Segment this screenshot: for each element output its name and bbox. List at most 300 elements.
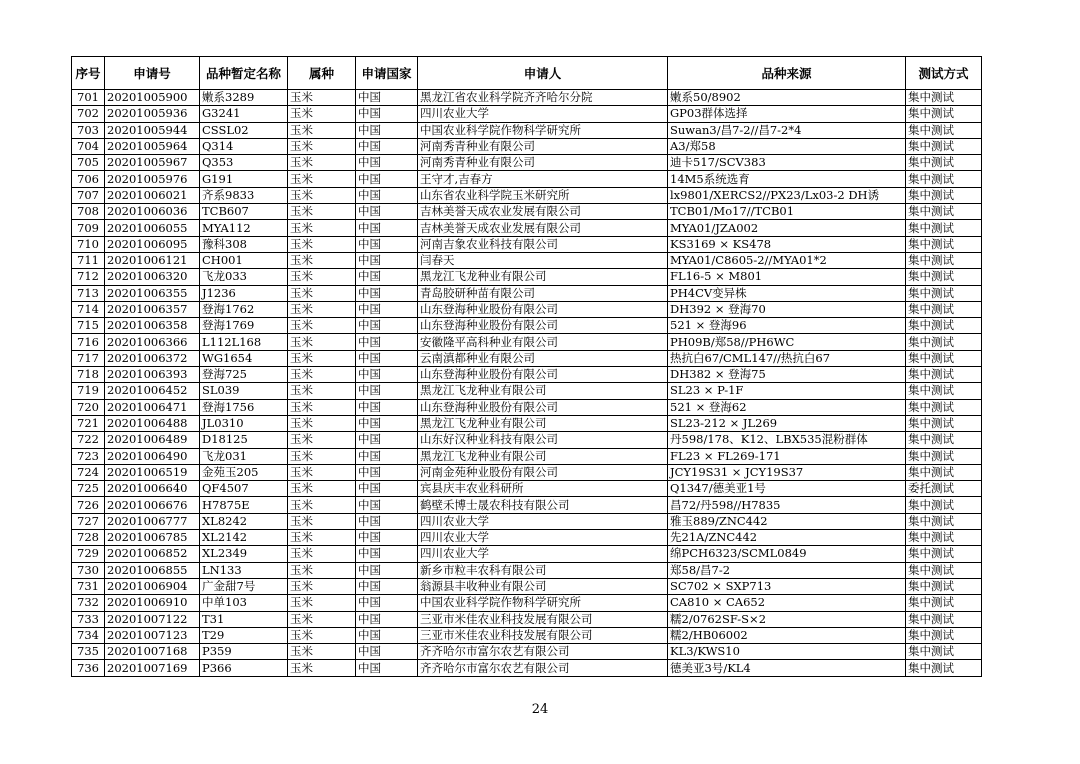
cell-applicant: 鹤壁禾博士晟农科技有限公司 [418,497,668,513]
cell-seq: 717 [72,350,105,366]
cell-test-method: 集中测试 [906,285,982,301]
cell-variety-name: 飞龙031 [200,448,288,464]
cell-applicant: 黑龙江飞龙种业有限公司 [418,415,668,431]
table-row [72,285,982,301]
cell-genus: 玉米 [288,448,356,464]
cell-country: 中国 [356,350,418,366]
cell-genus: 玉米 [288,269,356,285]
cell-test-method: 集中测试 [906,252,982,268]
cell-genus: 玉米 [288,318,356,334]
cell-seq: 702 [72,106,105,122]
cell-country: 中国 [356,220,418,236]
cell-applicant: 河南吉象农业科技有限公司 [418,236,668,252]
cell-variety-source: 郑58/昌7-2 [668,562,906,578]
cell-variety-source: FL23 × FL269-171 [668,448,906,464]
cell-application-no: 20201006036 [105,204,200,220]
cell-seq: 709 [72,220,105,236]
cell-seq: 736 [72,660,105,676]
cell-variety-name: LN133 [200,562,288,578]
header-variety-source: 品种来源 [668,57,906,90]
cell-applicant: 山东好汉种业科技有限公司 [418,432,668,448]
cell-application-no: 20201007169 [105,660,200,676]
table-row [72,171,982,187]
cell-seq: 735 [72,644,105,660]
table-row [72,90,982,106]
cell-variety-source: 迪卡517/SCV383 [668,155,906,171]
cell-genus: 玉米 [288,350,356,366]
cell-variety-source: 14M5系统选育 [668,171,906,187]
cell-variety-source: 丹598/178、K12、LBX535混粉群体 [668,432,906,448]
cell-variety-source: 521 × 登海62 [668,399,906,415]
cell-variety-source: 嫩系50/8902 [668,90,906,106]
cell-variety-name: XL2349 [200,546,288,562]
cell-genus: 玉米 [288,513,356,529]
cell-country: 中国 [356,660,418,676]
cell-variety-name: J1236 [200,285,288,301]
cell-variety-source: JCY19S31 × JCY19S37 [668,464,906,480]
cell-variety-name: P359 [200,644,288,660]
cell-variety-source: 绵PCH6323/SCML0849 [668,546,906,562]
cell-seq: 716 [72,334,105,350]
cell-variety-name: 嫩系3289 [200,90,288,106]
table-row [72,220,982,236]
cell-variety-name: TCB607 [200,204,288,220]
cell-variety-name: 广金甜7号 [200,578,288,594]
table-row [72,367,982,383]
cell-application-no: 20201005976 [105,171,200,187]
cell-seq: 728 [72,530,105,546]
cell-applicant: 河南秀青种业有限公司 [418,155,668,171]
table-row [72,252,982,268]
cell-test-method: 集中测试 [906,236,982,252]
cell-variety-name: H7875E [200,497,288,513]
cell-test-method: 集中测试 [906,611,982,627]
cell-application-no: 20201006095 [105,236,200,252]
cell-genus: 玉米 [288,562,356,578]
cell-applicant: 中国农业科学院作物科学研究所 [418,595,668,611]
cell-country: 中国 [356,252,418,268]
cell-country: 中国 [356,530,418,546]
cell-test-method: 集中测试 [906,318,982,334]
cell-variety-source: 521 × 登海96 [668,318,906,334]
cell-application-no: 20201006358 [105,318,200,334]
cell-country: 中国 [356,627,418,643]
table-row [72,187,982,203]
cell-application-no: 20201006357 [105,301,200,317]
cell-application-no: 20201006320 [105,269,200,285]
cell-seq: 727 [72,513,105,529]
cell-variety-name: MYA112 [200,220,288,236]
table-row [72,448,982,464]
cell-seq: 731 [72,578,105,594]
table-row [72,464,982,480]
table-row [72,497,982,513]
table-row [72,627,982,643]
cell-application-no: 20201006355 [105,285,200,301]
cell-variety-source: 糯2/0762SF-S×2 [668,611,906,627]
variety-table [71,56,982,677]
table-row [72,644,982,660]
cell-variety-source: GP03群体选择 [668,106,906,122]
cell-applicant: 山东登海种业股份有限公司 [418,318,668,334]
cell-variety-name: Q314 [200,138,288,154]
cell-seq: 710 [72,236,105,252]
cell-country: 中国 [356,611,418,627]
header-variety-name: 品种暂定名称 [200,57,288,90]
cell-variety-name: 中单103 [200,595,288,611]
cell-variety-name: 金苑玉205 [200,464,288,480]
cell-test-method: 集中测试 [906,627,982,643]
cell-application-no: 20201006452 [105,383,200,399]
cell-seq: 701 [72,90,105,106]
page-number: 24 [531,702,549,717]
cell-country: 中国 [356,383,418,399]
cell-test-method: 集中测试 [906,562,982,578]
cell-applicant: 三亚市米佳农业科技发展有限公司 [418,627,668,643]
cell-applicant: 黑龙江飞龙种业有限公司 [418,448,668,464]
cell-seq: 703 [72,122,105,138]
table-row [72,236,982,252]
cell-seq: 726 [72,497,105,513]
cell-genus: 玉米 [288,432,356,448]
cell-applicant: 王守才,吉春方 [418,171,668,187]
cell-genus: 玉米 [288,399,356,415]
cell-genus: 玉米 [288,106,356,122]
table-row [72,578,982,594]
cell-variety-source: CA810 × CA652 [668,595,906,611]
cell-genus: 玉米 [288,481,356,497]
cell-country: 中国 [356,448,418,464]
cell-applicant: 黑龙江飞龙种业有限公司 [418,383,668,399]
cell-variety-source: KS3169 × KS478 [668,236,906,252]
cell-genus: 玉米 [288,578,356,594]
cell-application-no: 20201007168 [105,644,200,660]
cell-applicant: 山东登海种业股份有限公司 [418,367,668,383]
cell-test-method: 集中测试 [906,464,982,480]
cell-test-method: 集中测试 [906,644,982,660]
cell-genus: 玉米 [288,204,356,220]
cell-application-no: 20201006777 [105,513,200,529]
cell-seq: 722 [72,432,105,448]
cell-seq: 707 [72,187,105,203]
cell-test-method: 集中测试 [906,122,982,138]
cell-variety-name: CSSL02 [200,122,288,138]
cell-variety-name: JL0310 [200,415,288,431]
cell-test-method: 集中测试 [906,497,982,513]
cell-applicant: 四川农业大学 [418,530,668,546]
cell-genus: 玉米 [288,90,356,106]
cell-application-no: 20201006490 [105,448,200,464]
cell-variety-source: 昌72/丹598//H7835 [668,497,906,513]
cell-application-no: 20201005967 [105,155,200,171]
cell-variety-source: DH392 × 登海70 [668,301,906,317]
cell-test-method: 集中测试 [906,334,982,350]
cell-country: 中国 [356,415,418,431]
cell-application-no: 20201005944 [105,122,200,138]
cell-application-no: 20201006372 [105,350,200,366]
cell-seq: 721 [72,415,105,431]
cell-test-method: 集中测试 [906,367,982,383]
cell-variety-source: PH09B/郑58//PH6WC [668,334,906,350]
cell-variety-name: T29 [200,627,288,643]
cell-test-method: 集中测试 [906,106,982,122]
cell-application-no: 20201006488 [105,415,200,431]
table-row [72,383,982,399]
cell-variety-source: Suwan3/昌7-2//昌7-2*4 [668,122,906,138]
cell-variety-source: 德美亚3号/KL4 [668,660,906,676]
cell-country: 中国 [356,399,418,415]
cell-variety-name: 登海1769 [200,318,288,334]
cell-test-method: 集中测试 [906,399,982,415]
cell-genus: 玉米 [288,530,356,546]
cell-test-method: 集中测试 [906,383,982,399]
cell-country: 中国 [356,187,418,203]
table-row [72,530,982,546]
cell-variety-name: 飞龙033 [200,269,288,285]
cell-country: 中国 [356,334,418,350]
cell-genus: 玉米 [288,415,356,431]
cell-seq: 724 [72,464,105,480]
header-application-no: 申请号 [105,57,200,90]
cell-country: 中国 [356,578,418,594]
cell-genus: 玉米 [288,334,356,350]
cell-test-method: 集中测试 [906,138,982,154]
cell-variety-source: lx9801/XERCS2//PX23/Lx03-2 DH诱 [668,187,906,203]
cell-country: 中国 [356,138,418,154]
table-header-row [72,57,982,90]
cell-variety-source: SL23 × P-1F [668,383,906,399]
cell-variety-name: 登海1756 [200,399,288,415]
cell-variety-name: 豫科308 [200,236,288,252]
cell-country: 中国 [356,171,418,187]
cell-variety-source: DH382 × 登海75 [668,367,906,383]
cell-country: 中国 [356,318,418,334]
table-body [72,90,982,677]
cell-variety-name: 登海1762 [200,301,288,317]
table-row [72,155,982,171]
cell-genus: 玉米 [288,236,356,252]
cell-seq: 730 [72,562,105,578]
cell-variety-name: CH001 [200,252,288,268]
cell-test-method: 集中测试 [906,171,982,187]
cell-genus: 玉米 [288,546,356,562]
cell-test-method: 集中测试 [906,301,982,317]
cell-country: 中国 [356,644,418,660]
cell-applicant: 新乡市粒丰农科有限公司 [418,562,668,578]
cell-seq: 711 [72,252,105,268]
cell-country: 中国 [356,367,418,383]
cell-applicant: 四川农业大学 [418,106,668,122]
cell-variety-source: TCB01/Mo17//TCB01 [668,204,906,220]
header-applicant: 申请人 [418,57,668,90]
cell-seq: 729 [72,546,105,562]
table-row [72,399,982,415]
header-seq: 序号 [72,57,105,90]
header-country: 申请国家 [356,57,418,90]
cell-test-method: 集中测试 [906,187,982,203]
cell-seq: 725 [72,481,105,497]
table-row [72,432,982,448]
cell-genus: 玉米 [288,595,356,611]
cell-variety-name: G3241 [200,106,288,122]
cell-country: 中国 [356,464,418,480]
cell-variety-source: 雅玉889/ZNC442 [668,513,906,529]
cell-seq: 718 [72,367,105,383]
cell-applicant: 四川农业大学 [418,513,668,529]
cell-test-method: 集中测试 [906,155,982,171]
cell-applicant: 青岛胶研种苗有限公司 [418,285,668,301]
cell-application-no: 20201006676 [105,497,200,513]
cell-variety-name: 齐系9833 [200,187,288,203]
table-row [72,660,982,676]
cell-applicant: 山东登海种业股份有限公司 [418,399,668,415]
cell-variety-source: SL23-212 × JL269 [668,415,906,431]
table-row [72,204,982,220]
cell-country: 中国 [356,269,418,285]
cell-application-no: 20201006489 [105,432,200,448]
cell-seq: 720 [72,399,105,415]
cell-seq: 708 [72,204,105,220]
cell-seq: 723 [72,448,105,464]
cell-test-method: 集中测试 [906,660,982,676]
cell-variety-name: SL039 [200,383,288,399]
table-row [72,318,982,334]
table-row [72,611,982,627]
cell-genus: 玉米 [288,383,356,399]
cell-test-method: 集中测试 [906,546,982,562]
cell-country: 中国 [356,546,418,562]
cell-variety-source: KL3/KWS10 [668,644,906,660]
cell-variety-name: P366 [200,660,288,676]
cell-test-method: 委托测试 [906,481,982,497]
cell-application-no: 20201006640 [105,481,200,497]
cell-test-method: 集中测试 [906,415,982,431]
cell-application-no: 20201006121 [105,252,200,268]
cell-country: 中国 [356,481,418,497]
cell-variety-name: L112L168 [200,334,288,350]
cell-applicant: 云南滇都种业有限公司 [418,350,668,366]
cell-country: 中国 [356,432,418,448]
cell-seq: 706 [72,171,105,187]
cell-country: 中国 [356,595,418,611]
cell-variety-name: D18125 [200,432,288,448]
cell-applicant: 河南金苑种业股份有限公司 [418,464,668,480]
cell-variety-name: WG1654 [200,350,288,366]
cell-genus: 玉米 [288,644,356,660]
cell-genus: 玉米 [288,171,356,187]
cell-country: 中国 [356,204,418,220]
cell-country: 中国 [356,285,418,301]
cell-applicant: 吉林美誉天成农业发展有限公司 [418,220,668,236]
table-row [72,562,982,578]
cell-applicant: 四川农业大学 [418,546,668,562]
cell-test-method: 集中测试 [906,578,982,594]
cell-genus: 玉米 [288,497,356,513]
cell-genus: 玉米 [288,464,356,480]
cell-variety-source: SC702 × SXP713 [668,578,906,594]
cell-test-method: 集中测试 [906,432,982,448]
cell-applicant: 齐齐哈尔市富尔农艺有限公司 [418,644,668,660]
cell-application-no: 20201006855 [105,562,200,578]
cell-variety-name: G191 [200,171,288,187]
cell-test-method: 集中测试 [906,269,982,285]
cell-variety-source: PH4CV变异株 [668,285,906,301]
cell-genus: 玉米 [288,220,356,236]
cell-country: 中国 [356,562,418,578]
cell-test-method: 集中测试 [906,448,982,464]
cell-variety-source: A3/郑58 [668,138,906,154]
cell-test-method: 集中测试 [906,350,982,366]
cell-variety-source: MYA01/JZA002 [668,220,906,236]
cell-application-no: 20201006021 [105,187,200,203]
cell-genus: 玉米 [288,611,356,627]
cell-application-no: 20201006904 [105,578,200,594]
cell-applicant: 山东省农业科学院玉米研究所 [418,187,668,203]
cell-test-method: 集中测试 [906,595,982,611]
cell-application-no: 20201007122 [105,611,200,627]
cell-seq: 712 [72,269,105,285]
cell-genus: 玉米 [288,252,356,268]
cell-variety-name: T31 [200,611,288,627]
cell-genus: 玉米 [288,367,356,383]
cell-applicant: 翁源县丰收种业有限公司 [418,578,668,594]
cell-seq: 715 [72,318,105,334]
cell-seq: 713 [72,285,105,301]
cell-applicant: 齐齐哈尔市富尔农艺有限公司 [418,660,668,676]
table-row [72,334,982,350]
cell-application-no: 20201005936 [105,106,200,122]
cell-test-method: 集中测试 [906,220,982,236]
cell-application-no: 20201007123 [105,627,200,643]
cell-variety-name: XL2142 [200,530,288,546]
cell-applicant: 安徽隆平高科种业有限公司 [418,334,668,350]
cell-application-no: 20201006910 [105,595,200,611]
table-row [72,122,982,138]
table-row [72,595,982,611]
cell-genus: 玉米 [288,122,356,138]
header-genus: 属种 [288,57,356,90]
table-row [72,301,982,317]
cell-seq: 705 [72,155,105,171]
header-test-method: 测试方式 [906,57,982,90]
cell-country: 中国 [356,513,418,529]
cell-genus: 玉米 [288,155,356,171]
cell-application-no: 20201006519 [105,464,200,480]
cell-application-no: 20201005964 [105,138,200,154]
cell-variety-source: 先21A/ZNC442 [668,530,906,546]
cell-variety-source: 热抗白67/CML147//热抗白67 [668,350,906,366]
cell-genus: 玉米 [288,660,356,676]
cell-applicant: 河南秀青种业有限公司 [418,138,668,154]
cell-applicant: 宾县庆丰农业科研所 [418,481,668,497]
cell-genus: 玉米 [288,285,356,301]
cell-variety-source: Q1347/德美亚1号 [668,481,906,497]
table-row [72,481,982,497]
cell-application-no: 20201005900 [105,90,200,106]
cell-variety-name: Q353 [200,155,288,171]
cell-genus: 玉米 [288,627,356,643]
cell-test-method: 集中测试 [906,530,982,546]
cell-applicant: 三亚市米佳农业科技发展有限公司 [418,611,668,627]
cell-application-no: 20201006852 [105,546,200,562]
cell-genus: 玉米 [288,138,356,154]
table-row [72,138,982,154]
cell-applicant: 黑龙江省农业科学院齐齐哈尔分院 [418,90,668,106]
cell-variety-name: QF4507 [200,481,288,497]
cell-seq: 732 [72,595,105,611]
cell-application-no: 20201006366 [105,334,200,350]
cell-applicant: 山东登海种业股份有限公司 [418,301,668,317]
